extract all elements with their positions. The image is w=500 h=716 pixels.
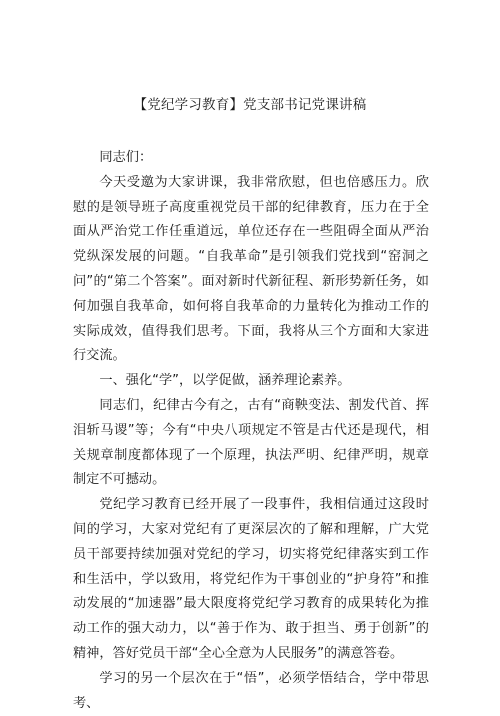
body-paragraph: 同志们，纪律古今有之，古有“商鞅变法、割发代首、挥泪斩马谡”等；今有“中央八项规定不管是古代还是现代，相关规章制度都体现了一个原理，执法严明、纪律严明，规章制定不可撼动。 <box>73 397 429 488</box>
salutation-paragraph: 同志们： <box>99 150 153 165</box>
section-heading: 一、强化“学”，以学促做，涵养理论素养。 <box>99 373 351 389</box>
document-title: 【党纪学习教育】党支部书记党课讲稿 <box>133 97 367 113</box>
body-paragraph: 党纪学习教育已经开展了一段事件，我相信通过这段时间的学习，大家对党纪有了更深层次的了解和理解，广大党员干部要持续加强对党纪的学习，切实将党纪律落实到工作和生活中，学以致用，将党纪作为干事创业的“护身符”和推动发展的“加速器”最大限度将党纪学习教育的成果转化为推动工作的强大动力，以“善于作为、敢于担当、勇于创新”的精神，答好党员干部“全心全意为人民服务”的满意答卷。 <box>73 497 429 661</box>
body-paragraph: 学习的另一个层次在于“悟”，必须学悟结合，学中带思考、 <box>73 670 429 711</box>
body-paragraph: 今天受邀为大家讲课，我非常欣慰，但也倍感压力。欣慰的是领导班子高度重视党员干部的纪律教育，压力在于全面从严治党工作任重道远，单位还存在一些阻碍全面从严治党纵深发展的问题。“自我革命”是引领我们党找到“窑洞之问”的“第二个答案”。面对新时代新征程、新形势新任务，如何加强自我革命，如何将自我革命的力量转化为推动工作的实际成效，值得我们思考。下面，我将从三个方面和大家进行交流。 <box>73 174 429 364</box>
document-body <box>73 146 429 716</box>
